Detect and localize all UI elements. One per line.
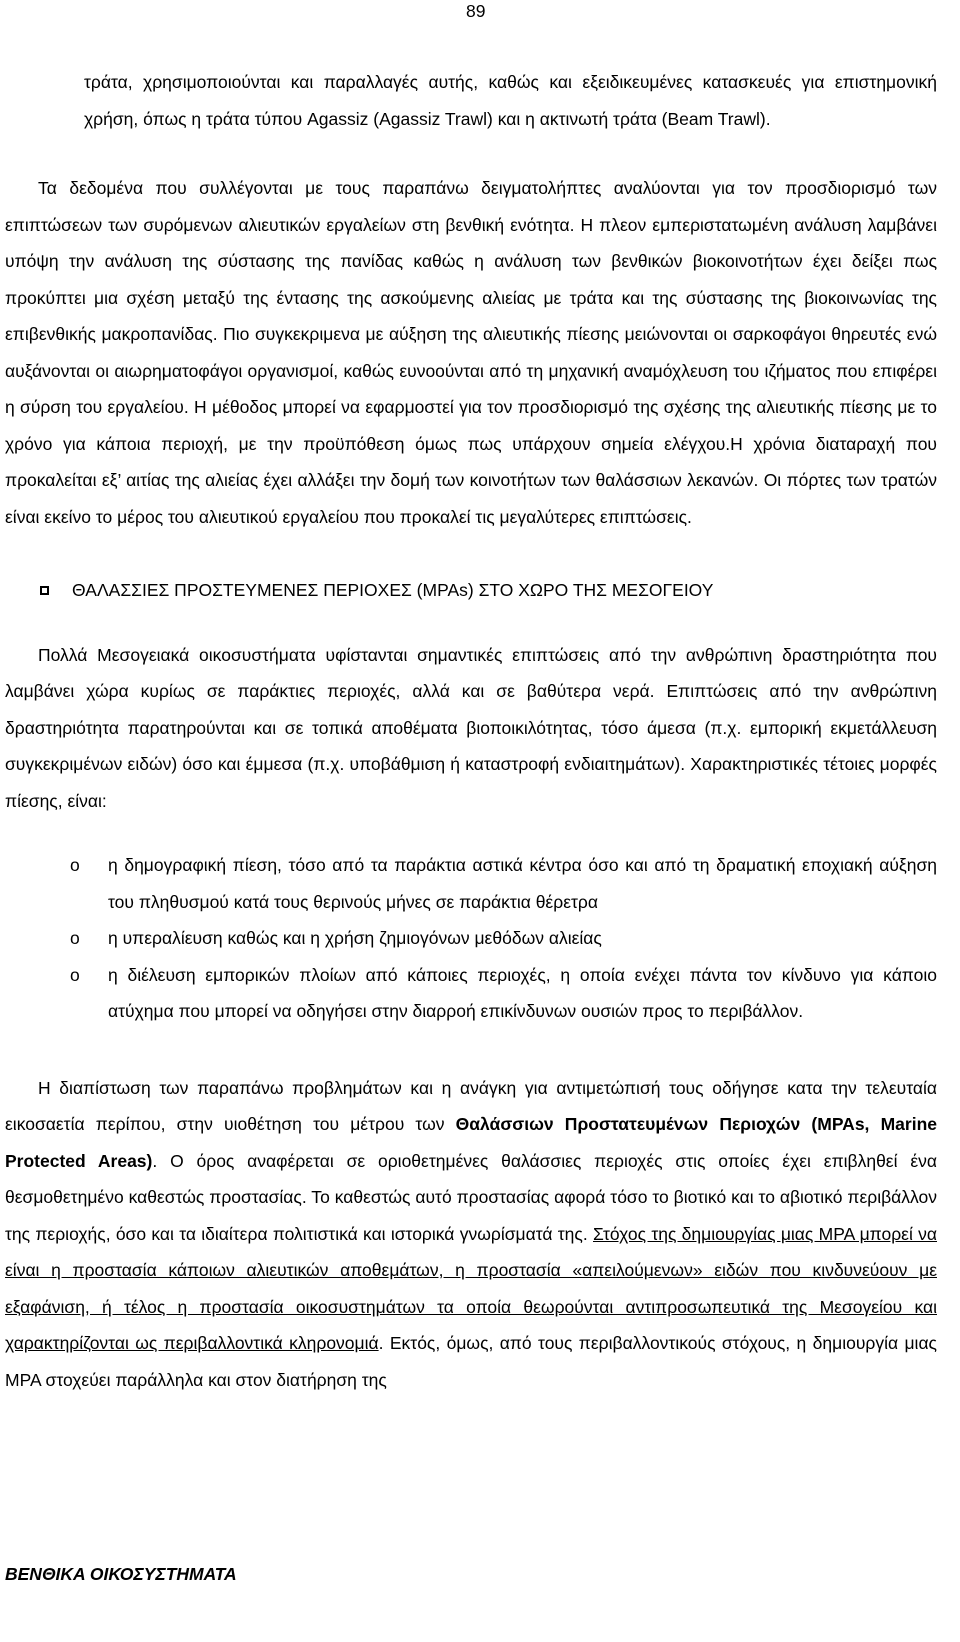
checkbox-bullet-icon: [40, 586, 49, 595]
section-heading: [0, 572, 960, 609]
list-item: o η διέλευση εμπορικών πλοίων από κάποιες περιοχές, η οποία ενέχει πάντα τον κίνδυνο για κάποιο ατύχημα που μπορεί να οδηγήσει στην διαρροή επικίνδυνων ουσιών προς το περιβάλλον.: [108, 957, 937, 1030]
mpa-goal-underlined: Στόχος της δημιουργίας μιας MPA μπορεί να είναι η προστασία κάποιων αλιευτικών αποθεμάτων, η προστασία «απειλούμενων» ειδών που κινδυνεύουν με εξαφάνιση, ή τέλος η προστασία οικοσυστημάτων τα οποία θεωρούνται αντιπροσωπευτικά της Μεσογείου και χαρακτηρίζονται ως περιβαλλοντικά κληρονομιά: [5, 1223, 938, 1353]
mpa-bold-term: Θαλάσσιων Προστατευμένων Περιοχών (MPAs, Marine Protected Areas): [5, 1114, 937, 1171]
circle-bullet-icon: o: [70, 855, 80, 875]
paragraph-mediterranean-pressures: Πολλά Μεσογειακά οικοσυστήματα υφίστανται σημαντικές επιπτώσεις από την ανθρώπινη δραστηριότητα που λαμβάνει χώρα κυρίως σε παράκτιες περιοχές, αλλά και σε βαθύτερα νερά. Επιπτώσεις από την ανθρώπινη δραστηριότητα παρατηρούνται και σε τοπικά αποθέματα βιοποικιλότητας, τόσο άμεσα (π.χ. εμπορική εκμετάλλευση συγκεκριμένων ειδών) όσο και έμμεσα (π.χ. υποβάθμιση ή καταστροφή ενδιαιτημάτων). Χαρακτηριστικές τέτοιες μορφές πίεσης, είναι:: [5, 644, 937, 811]
circle-bullet-icon: o: [70, 964, 80, 985]
list-item: o η δημογραφική πίεση, τόσο από τα παράκτια αστικά κέντρα όσο και από τη δραματική εποχιακή αύξηση του πληθυσμού κατά τους θερινούς μήνες σε παράκτια θέρετρα: [108, 847, 937, 920]
paragraph-trawl-impacts: Τα δεδομένα που συλλέγονται με τους παραπάνω δειγματολήπτες αναλύονται για τον προσδιορισμό των επιπτώσεων των συρόμενων αλιευτικών εργαλείων στη βενθική ενότητα. Η πλεον εμπεριστατωμένη ανάλυση λαμβάνει υπόψη την ανάλυση της σύστασης της πανίδας καθώς η ανάλυση των βενθικών βιοκοινοτήτων έχει δείξει πως προκύπτει μια σχέση μεταξύ της έντασης της ασκούμενης αλιείας με τράτα και της σύστασης της βιοκοινωνίας της επιβενθικής μακροπανίδας. Πιο συγκεκριμενα με αύξηση της αλιευτικής πίεσης μειώνονται οι σαρκοφάγοι θηρευτές ενώ αυξάνονται οι αιωρηματοφάγοι οργανισμοί, καθώς ευνοούνται από τη μηχανική αναμόχλευση του ιζήματος που επιφέρει η σύρση του εργαλείου. Η μέθοδος μπορεί να εφαρμοστεί για τον προσδιορισμό της σχέσης της αλιευτικής πίεσης με το χρόνο για κάποια περιοχή, με την προϋπόθεση όμως πως υπάρχουν σημεία ελέγχου.Η χρόνια διαταραχή που προκαλείται εξ’ αιτίας της αλιείας έχει αλλάξει την δομή των κοινοτήτων των θαλάσσιων λεκανών. Οι πόρτες των τρατών είναι εκείνο το μέρος του αλιευτικού εργαλείου που προκαλεί τις μεγαλύτερες επιπτώσεις.: [5, 178, 937, 527]
page-number: 89: [466, 1, 486, 21]
paragraph-trawl-variants: τράτα, χρησιμοποιούνται και παραλλαγές αυτής, καθώς και εξειδικευμένες κατασκευές για επιστημονική χρήση, όπως η τράτα τύπου Agassiz (Agassiz Trawl) και η ακτινωτή τράτα (Beam Trawl).: [84, 72, 937, 129]
pressure-list: [0, 847, 960, 1030]
section-heading-text: ΘΑΛΑΣΣΙΕΣ ΠΡΟΣΤΕΥΜΕΝΕΣ ΠΕΡΙΟΧΕΣ (MPAs) ΣΤΟ ΧΩΡΟ ΤΗΣ ΜΕΣΟΓΕΙΟΥ: [72, 580, 714, 600]
list-item: o η υπεραλίευση καθώς και η χρήση ζημιογόνων μεθόδων αλιείας: [108, 920, 937, 957]
paragraph-mpa-definition: Η διαπίστωση των παραπάνω προβλημάτων και η ανάγκη για αντιμετώπισή τους οδήγησε κατα την τελευταία εικοσαετία περίπου, στην υιοθέτηση του μέτρου των Θαλάσσιων Προστατευμένων Περιοχών (MPAs, Marine Protected Areas). Ο όρος αναφέρεται σε οριοθετημένες θαλάσσιες περιοχές στις οποίες έχει επιβληθεί ένα θεσμοθετημένο καθεστώς προστασίας. Το καθεστώς αυτό προστασίας αφορά τόσο το βιοτικό και το αβιοτικό περιβάλλον της περιοχής, όσο και τα ιδιαίτερα πολιτιστικά και ιστορικά γνωρίσματά της. Στόχος της δημιουργίας μιας MPA μπορεί να είναι η προστασία κάποιων αλιευτικών αποθεμάτων, η προστασία «απειλούμενων» ειδών που κινδυνεύουν με εξαφάνιση, ή τέλος η προστασία οικοσυστημάτων τα οποία θεωρούνται αντιπροσωπευτικά της Μεσογείου και χαρακτηρίζονται ως περιβαλλοντικά κληρονομιά. Εκτός, όμως, από τους περιβαλλοντικούς στόχους, η δημιουργία μιας MPA στοχεύει παράλληλα και στον διατήρηση της: [5, 1077, 938, 1390]
page-footer: ΒΕΝΘΙΚΑ ΟΙΚΟΣΥΣΤΗΜΑΤΑ: [5, 1564, 237, 1584]
document-body: [0, 64, 960, 1398]
circle-bullet-icon: o: [70, 928, 80, 948]
